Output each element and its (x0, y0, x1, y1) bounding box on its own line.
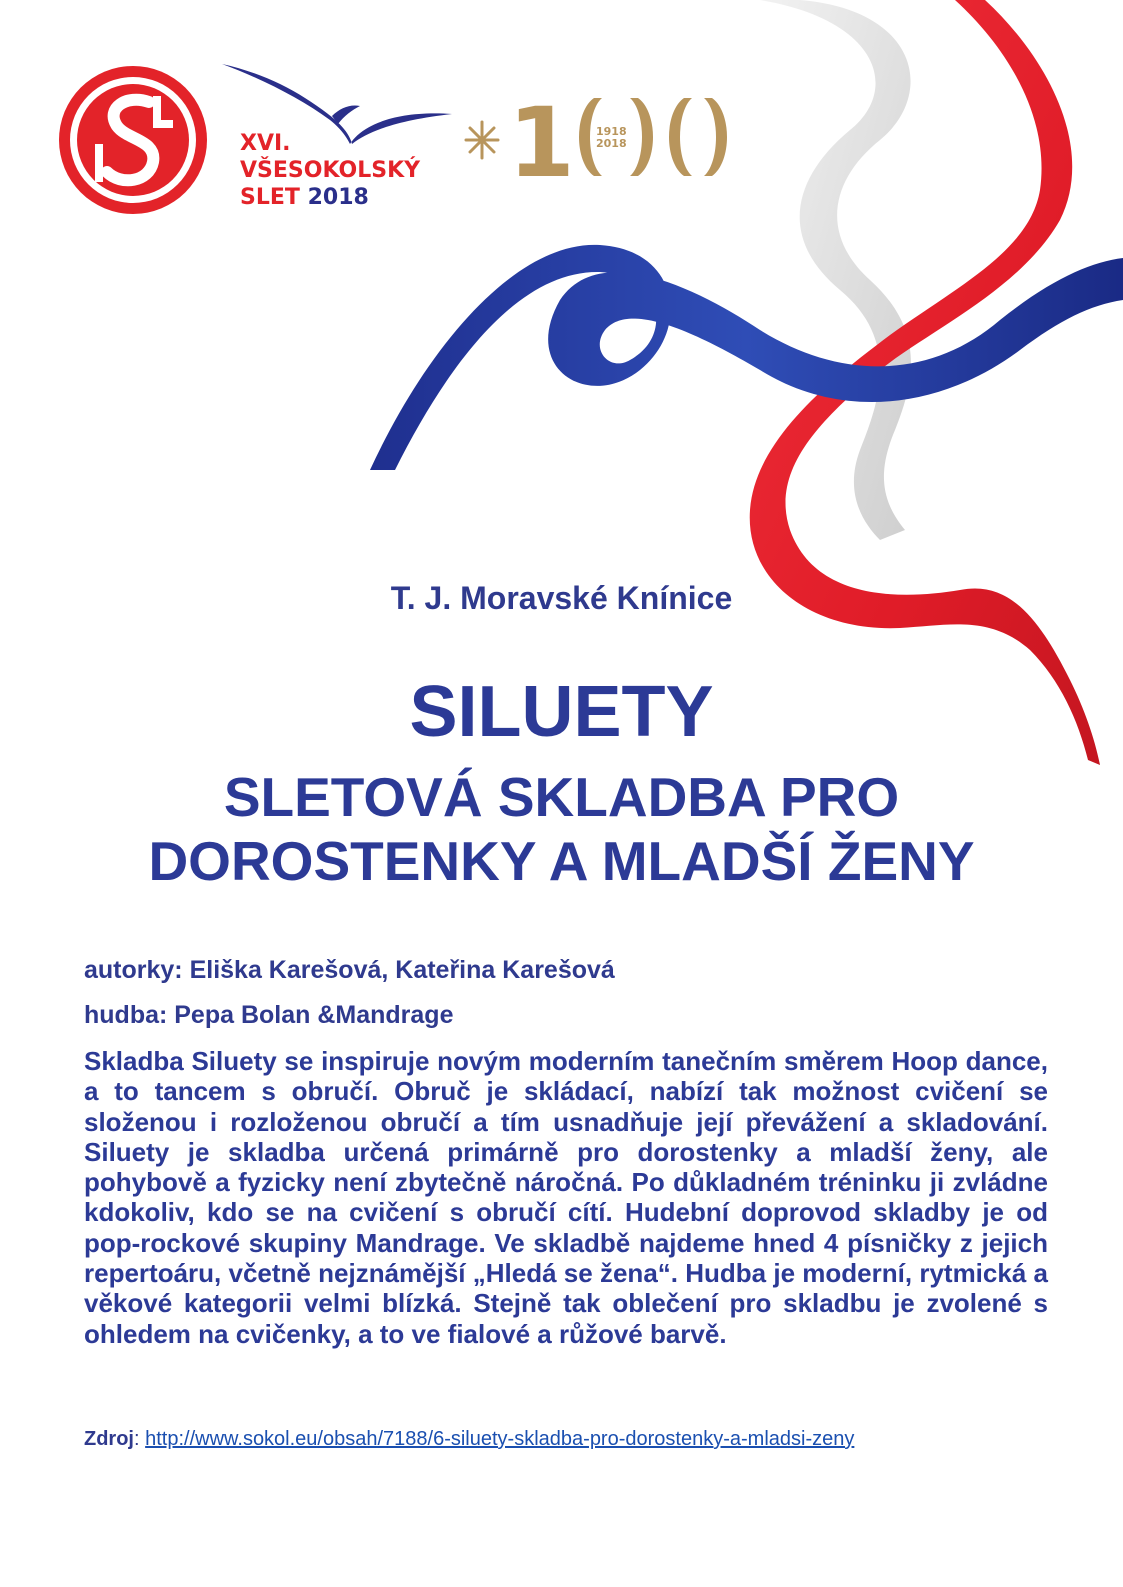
subtitle-line-2: DOROSTENKY A MLADŠÍ ŽENY (148, 830, 975, 892)
source-line (84, 1428, 854, 1451)
slet-year: 2018 (307, 185, 369, 210)
club-name: T. J. Moravské Knínice (390, 580, 733, 616)
slet-line3-a: SLET (240, 185, 300, 210)
source-separator: : (134, 1428, 146, 1450)
slet-2018-logo (220, 58, 460, 218)
sokol-logo (57, 64, 209, 216)
years-top: 1918 (596, 125, 627, 138)
sokol-logo-text: SOKOL (57, 64, 61, 65)
slet-line2: VŠESOKOLSKÝ (240, 158, 421, 183)
music-line: hudba: Pepa Bolan &Mandrage (84, 1001, 454, 1029)
page-title: SILUETY (409, 672, 714, 752)
centenary-digit: 1 (508, 92, 575, 182)
blue-ribbon (370, 245, 1123, 470)
authors-line: autorky: Eliška Karešová, Kateřina Karešová (84, 956, 615, 984)
description-paragraph: Skladba Siluety se inspiruje novým moderním tanečním směrem Hoop dance, a to tancem s obručí. Obruč je skládací, nabízí tak možnost cvičení se složenou i rozloženou obručí a tím usnadňuje její převážení a skladování. Siluety je skladba určená primárně pro dorostenky a mladší ženy, ale pohybově a fyzicky není zbytečně náročná. Po důkladném tréninku ji zvládne kdokoliv, kdo se na cvičení s obručí cítí. Hudební doprovod skladby je od pop-rockové skupiny Mandrage. Ve skladbě najdeme hned 4 písničky z jejich repertoáru, včetně nejznámější „Hledá se žena“. Hudba je moderní, rytmická a věkové kategorii velmi blízká. Stejně tak oblečení pro skladbu je zvolené s ohledem na cvičenky, a to ve fialové a růžové barvě. (84, 1046, 1048, 1349)
centenary-years (596, 126, 627, 150)
source-label: Zdroj (84, 1428, 134, 1450)
slet-line1: XVI. (240, 131, 291, 156)
subtitle (0, 765, 1123, 893)
subtitle-line-1: SLETOVÁ SKLADBA PRO (223, 766, 900, 828)
years-bottom: 2018 (596, 137, 627, 150)
source-link[interactable]: http://www.sokol.eu/obsah/7188/6-siluety-skladba-pro-dorostenky-a-mladsi-zeny (145, 1428, 855, 1450)
